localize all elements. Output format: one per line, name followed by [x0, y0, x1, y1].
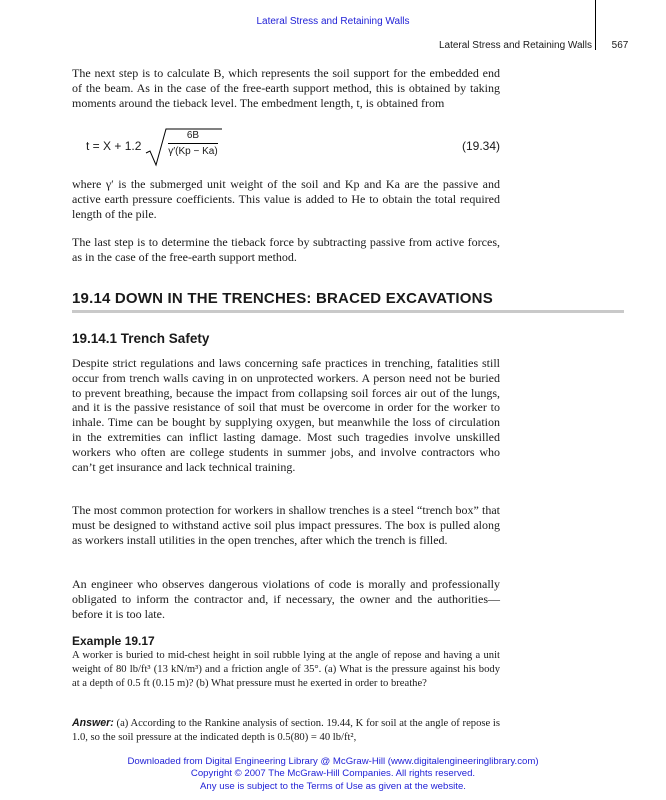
fraction-bar: [168, 143, 218, 144]
equation-number: (19.34): [461, 139, 500, 153]
section-heading: 19.14 DOWN IN THE TRENCHES: BRACED EXCAVATIONS: [72, 290, 493, 307]
equation-fraction: [168, 129, 218, 158]
equation-numerator: 6B: [186, 130, 200, 141]
equation-19-34: [86, 127, 500, 167]
example-body: A worker is buried to mid-chest height in soil rubble lying at the angle of repose and having a unit weight of 80 lb/ft³ (13 kN/m³) and a friction angle of 35°. (a) What is the pressure against his body at a depth of 0.5 ft (0.15 m)? (b) What pressure must he exerted in order to breathe?: [72, 650, 500, 689]
paragraph-calculate-b: The next step is to calculate B, which represents the soil support for the embedded end of the beam. As in the case of the free-earth support method, this is obtained by taking moments around the tieback level. The embedment length, t, is obtained from: [72, 66, 500, 110]
running-head: Lateral Stress and Retaining Walls: [438, 40, 592, 51]
equation-denominator: γ′(Kp − Ka): [168, 146, 218, 157]
paragraph-tieback-force: The last step is to determine the tieback force by subtracting passive from active forces, as in the case of the free-earth support method.: [72, 235, 500, 264]
example-answer: [72, 717, 500, 745]
answer-label: Answer:: [72, 717, 114, 729]
subsection-heading: 19.14.1 Trench Safety: [72, 331, 210, 346]
top-banner: Lateral Stress and Retaining Walls: [256, 16, 410, 27]
header-divider: [595, 0, 596, 50]
footer-copyright: Copyright © 2007 The McGraw-Hill Companies. All rights reserved.: [190, 768, 476, 780]
footer-terms-link[interactable]: Any use is subject to the Terms of Use as given at the website.: [200, 780, 466, 792]
paragraph-where-gamma: where γ′ is the submerged unit weight of the soil and Kp and Ka are the passive and active earth pressure coefficients. This value is added to He to obtain the total required length of the pile.: [72, 177, 500, 221]
paragraph-trench-fatalities: Despite strict regulations and laws concerning safe practices in trenching, fatalities still occur from trench walls caving in on unprotected workers. A person need not be buried to prevent breathing, because the impact from collapsing soil forces air out of the lungs, and it is the passive resistance of soil that must be overcome in order for the worker to inhale. Time can be bought by supplying oxygen, but meanwhile the loss of circulation in the extremities can inflict lasting damage. Most such tragedies involve unskilled workers who often are college students in summer jobs, and involve contractors who can’t get insurance and lack technical training.: [72, 356, 500, 474]
page-number: 567: [611, 40, 629, 51]
equation-lhs: t = X + 1.2: [86, 139, 142, 153]
paragraph-trench-box: The most common protection for workers in shallow trenches is a steel “trench box” that must be designed to withstand active soil plus impact pressures. The box is pulled along as workers install utilities in the open trenches, after which the trench is filled.: [72, 503, 500, 547]
example-title: Example 19.17: [72, 634, 155, 648]
footer: [0, 756, 666, 793]
answer-text: (a) According to the Rankine analysis of section. 19.44, K for soil at the angle of repose is 1.0, so the soil pressure at the indicated depth is 0.5(80) = 40 lb/ft²,: [72, 718, 500, 743]
section-rule: [72, 310, 624, 313]
paragraph-engineer-obligation: An engineer who observes dangerous violations of code is morally and professionally obligated to inform the contractor and, if necessary, the owner and the authorities—before it is too late.: [72, 577, 500, 621]
footer-download-link[interactable]: Downloaded from Digital Engineering Library @ McGraw-Hill (www.digitalengineeringlibrary.com): [127, 756, 539, 767]
